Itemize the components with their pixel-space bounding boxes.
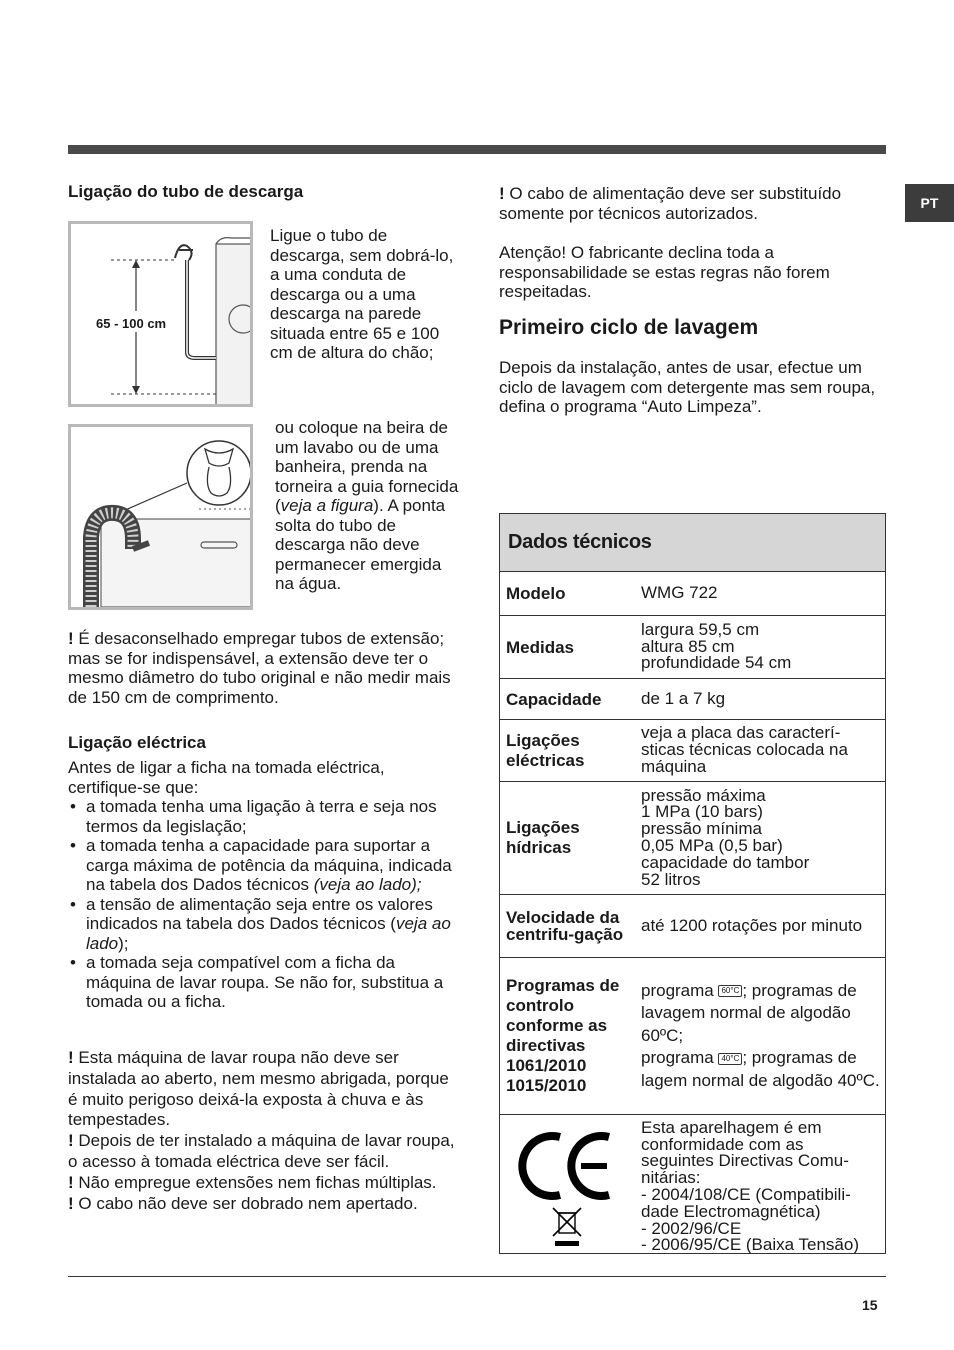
electric-section xyxy=(68,758,460,1012)
modelo-value: WMG 722 xyxy=(641,583,718,603)
row-value xyxy=(634,572,885,615)
table-row xyxy=(500,720,885,782)
checklist-text: a tensão de alimentação seja entre os valores indicados na tabela dos Dados técnicos ( xyxy=(86,894,433,933)
checklist-item xyxy=(68,895,460,954)
capacidade-value: de 1 a 7 kg xyxy=(641,688,726,708)
table-row xyxy=(500,782,885,895)
checklist-item: • a tomada seja compatível com a ficha da máquina de lavar roupa. Se não for, substitua a tomada ou a ficha. xyxy=(68,953,460,1012)
row-value xyxy=(634,958,885,1114)
row-label: Velocidade da centrifu-gação xyxy=(506,908,624,944)
drain-text-2-italic: veja a figura xyxy=(280,496,374,515)
row-label: Ligações eléctricas xyxy=(506,730,585,770)
lig-hid-line: capacidade do tambor xyxy=(641,852,810,872)
medidas-line: largura 59,5 cm xyxy=(641,619,760,639)
extension-exclamation: ! xyxy=(68,629,74,648)
cable-warning xyxy=(499,184,884,223)
checklist-text: ); xyxy=(118,933,129,953)
medidas-line: altura 85 cm xyxy=(641,636,735,656)
checklist-text: a tomada tenha a capacidade para suportar a carga máxima de potência da máquina, indicada na tabela dos Dados técnicos xyxy=(86,836,452,894)
warning-text: Esta máquina de lavar roupa não deve ser instalada ao aberto, nem mesmo abrigada, porque é muito perigoso deixá-la exposta à chuva e às tempestades. xyxy=(68,1048,449,1130)
extension-text: É desaconselhado empregar tubos de extensão; mas se for indispensável, a extensão deve ter o mesmo diâmetro do tubo original e não medir mais de 150 cm de comprimento. xyxy=(68,629,451,707)
prog-text: ; programas de lavagem normal de algodão 60ºC; xyxy=(641,980,857,1045)
lig-hid-line: 1 MPa (10 bars) xyxy=(641,802,763,822)
drain-height-dimension: 65 - 100 cm xyxy=(96,316,167,331)
checklist-italic: (veja ao lado); xyxy=(313,875,422,894)
lig-hid-line: 0,05 MPa (0,5 bar) xyxy=(641,836,783,855)
warning-exclamation: ! xyxy=(68,1131,74,1151)
row-label: Ligações hídricas xyxy=(506,818,580,857)
warning-text: Não empregue extensões nem fichas múltiplas. xyxy=(73,1172,437,1192)
warning-item xyxy=(68,1173,460,1194)
prog-text: programa xyxy=(641,980,719,1000)
warning-exclamation: ! xyxy=(68,1193,74,1213)
warning-text: Depois de ter instalado a máquina de lavar roupa, o acesso à tomada eléctrica deve ser fácil. xyxy=(68,1131,455,1171)
lig-hid-line: pressão mínima xyxy=(641,819,762,839)
drain-text-2 xyxy=(275,418,460,594)
warning-item xyxy=(68,1048,460,1131)
page-number: 15 xyxy=(862,1297,878,1313)
row-label: Medidas xyxy=(506,637,575,657)
drain-hose-sink-illustration xyxy=(71,427,250,607)
row-label: Capacidade xyxy=(506,689,602,709)
checklist-item: • a tomada tenha uma ligação à terra e seja nos termos da legislação; xyxy=(68,797,460,836)
program-60-line xyxy=(641,980,881,1048)
first-cycle-heading: Primeiro ciclo de lavagem xyxy=(499,316,759,339)
ce-directive: - 2004/108/CE (Compatibili-dade Electromagnética) xyxy=(641,1185,851,1221)
table-row xyxy=(500,679,885,720)
electric-checklist xyxy=(68,797,460,1012)
row-value xyxy=(634,895,885,957)
row-value xyxy=(634,782,885,894)
cable-exclamation: ! xyxy=(499,184,505,203)
table-row xyxy=(500,1115,885,1259)
row-value xyxy=(634,679,885,719)
table-row xyxy=(500,572,885,616)
ce-text: Esta aparelhagem é em conformidade com as seguintes Directivas Comu-nitárias: xyxy=(641,1117,849,1188)
row-value xyxy=(634,1115,885,1259)
language-tab: PT xyxy=(905,184,954,222)
drain-hose-wall-illustration xyxy=(71,224,250,404)
warning-text: O cabo não deve ser dobrado nem apertado. xyxy=(73,1193,418,1213)
prog-text: ; programas de lagem normal de algodão 40ºC. xyxy=(641,1048,880,1090)
row-value xyxy=(634,616,885,678)
cable-text: O cabo de alimentação deve ser substituído somente por técnicos autorizados. xyxy=(499,184,842,223)
centrif-value: até 1200 rotações por minuto xyxy=(641,915,863,935)
table-row xyxy=(500,958,885,1115)
lig-hid-line: pressão máxima xyxy=(641,785,766,805)
table-row xyxy=(500,895,885,958)
ce-directive: - 2002/96/CE xyxy=(641,1218,742,1238)
program-40-line xyxy=(641,1047,881,1092)
drain-figure-sink xyxy=(68,424,253,610)
warning-item xyxy=(68,1194,460,1215)
safety-warnings xyxy=(68,1048,460,1214)
electric-intro: Antes de ligar a ficha na tomada eléctrica, certifique-se que: xyxy=(68,758,385,797)
lig-elec-value: veja a placa das caracterí-sticas técnicas colocada na máquina xyxy=(641,723,848,776)
tech-data-table xyxy=(499,513,886,1254)
first-cycle-text: Depois da instalação, antes de usar, efectue um ciclo de lavagem com detergente mas sem roupa, defina o programa “Auto Limpeza”. xyxy=(499,358,876,416)
bottom-rule xyxy=(68,1276,886,1277)
cotton-60-program-icon: 60°C xyxy=(718,985,742,997)
extension-paragraph xyxy=(68,629,458,707)
row-label: Modelo xyxy=(506,584,566,603)
checklist-italic: veja ao lado xyxy=(86,914,451,953)
cotton-40-program-icon: 40°C xyxy=(718,1053,742,1065)
ce-directive: - 2006/95/CE (Baixa Tensão) xyxy=(641,1235,859,1255)
attention-paragraph: Atenção! O fabricante declina toda a responsabilidade se estas regras não forem respeitadas. xyxy=(499,243,830,301)
ce-mark-logo xyxy=(517,1127,617,1205)
tech-table-title: Dados técnicos xyxy=(500,514,885,572)
drain-text-2b: ). A ponta solta do tubo de descarga não deve permanecer emergida na água. xyxy=(275,496,446,593)
table-row xyxy=(500,616,885,679)
warning-item xyxy=(68,1131,460,1173)
electric-heading: Ligação eléctrica xyxy=(68,733,206,752)
top-rule xyxy=(68,145,886,154)
medidas-line: profundidade 54 cm xyxy=(641,653,792,673)
row-value xyxy=(634,720,885,781)
drain-figure-wall xyxy=(68,221,253,407)
lig-hid-line: 52 litros xyxy=(641,869,701,889)
weee-bin-icon xyxy=(549,1205,585,1247)
warning-exclamation: ! xyxy=(68,1048,74,1067)
drain-heading: Ligação do tubo de descarga xyxy=(68,182,304,201)
prog-text: programa xyxy=(641,1048,719,1068)
warning-exclamation: ! xyxy=(68,1172,74,1192)
row-label: Programas de controlo conforme as directivas 1061/2010 1015/2010 xyxy=(506,976,620,1095)
checklist-item xyxy=(68,836,460,895)
ce-marking-cell xyxy=(500,1115,634,1259)
drain-text-2a: ou coloque na beira de um lavabo ou de uma banheira, prenda na torneira a guia fornecida ( xyxy=(275,418,459,515)
drain-text-1: Ligue o tubo de descarga, sem dobrá-lo, a uma conduta de descarga ou a uma descarga na parede situada entre 65 e 100 cm de altura do chão; xyxy=(270,226,454,362)
